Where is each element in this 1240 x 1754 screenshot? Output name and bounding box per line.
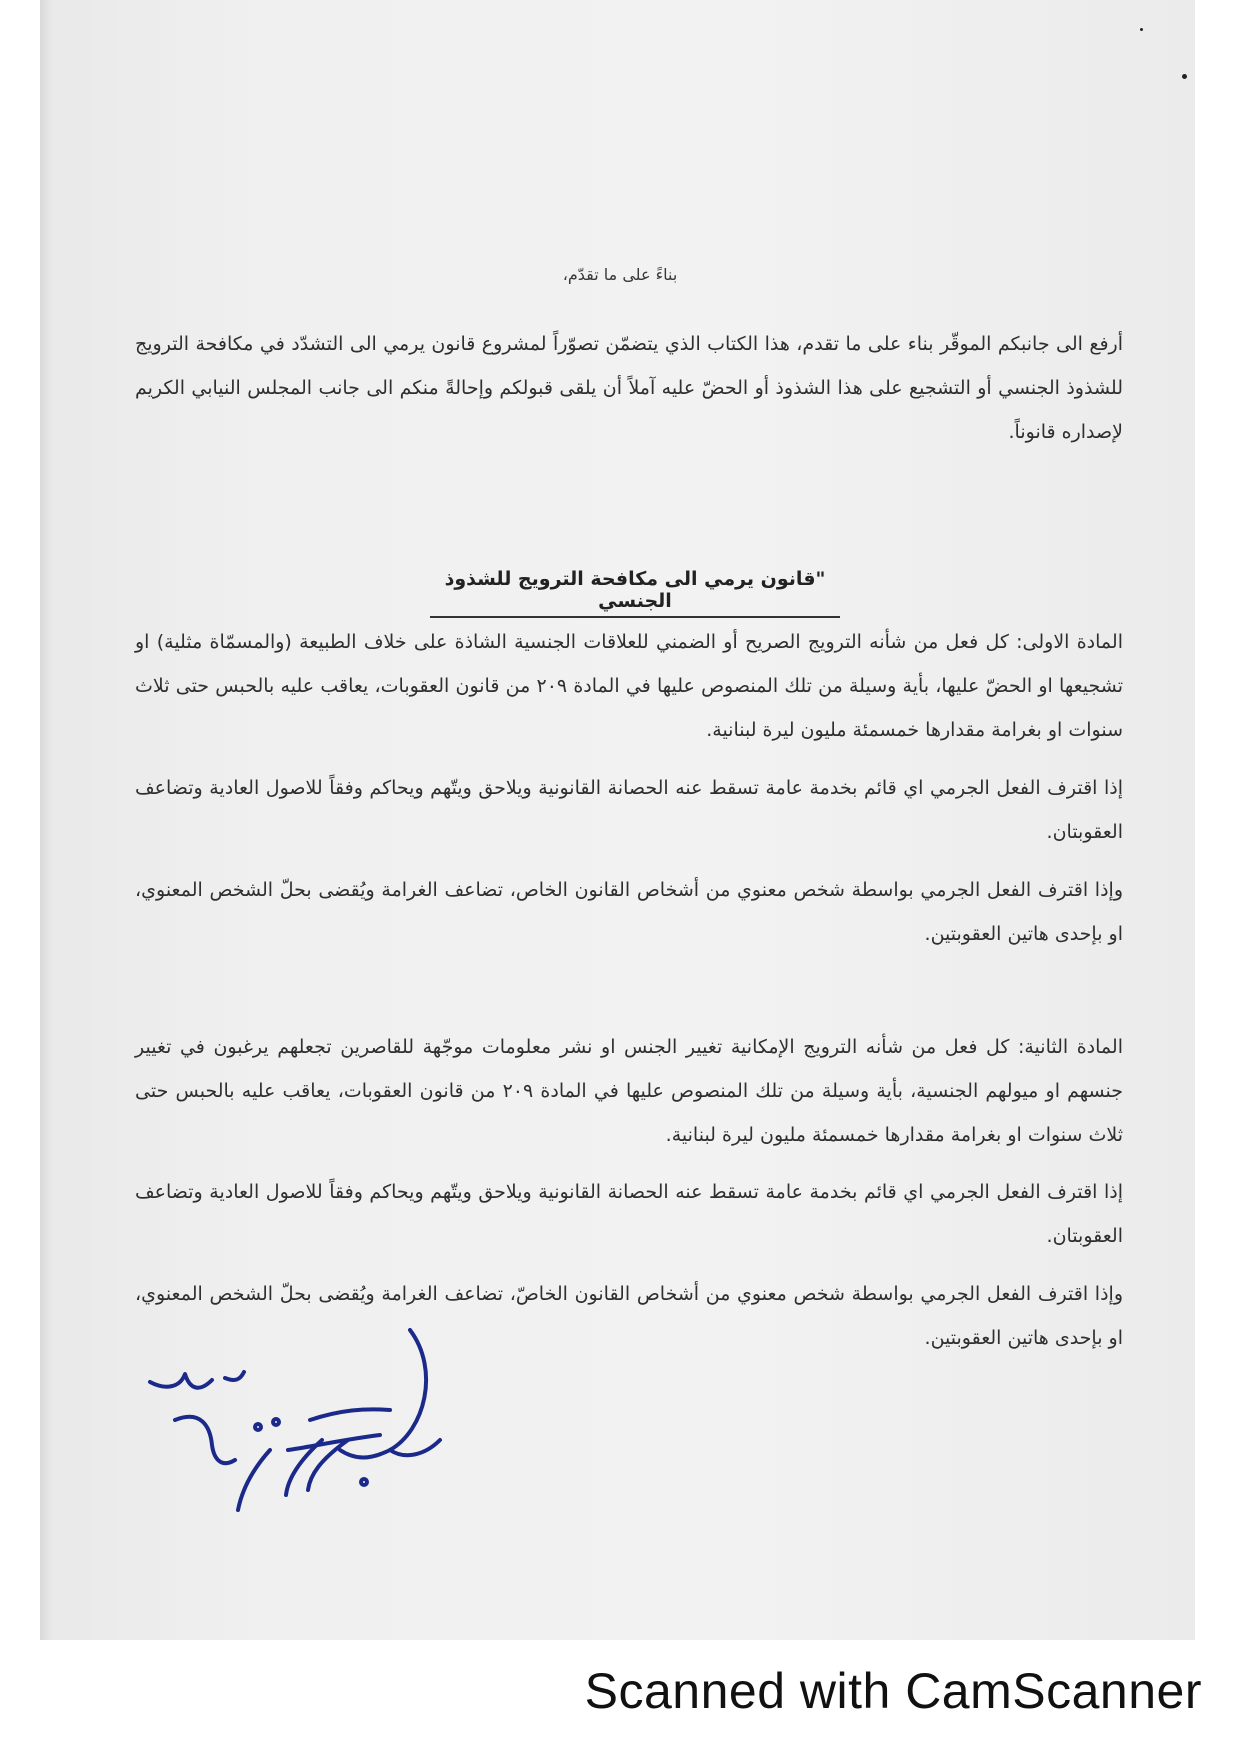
- intro-heading: بناءً على ما تقدّم،: [562, 265, 678, 284]
- article-2-main: المادة الثانية: كل فعل من شأنه الترويج الإمكانية تغيير الجنس او نشر معلومات موجّهة للقاصرين تجعلهم يرغبون في تغيير جنسهم او ميولهم الجنسية، بأية وسيلة من تلك المنصوص عليها في المادة ٢٠٩ من قانون العقوبات، يعاقب عليه بالحبس حتى ثلاث سنوات او بغرامة مقدارها خمسمئة مليون ليرة لبنانية.: [135, 1036, 1123, 1146]
- law-title: "قانون يرمي الى مكافحة الترويج للشذوذ الجنسي: [430, 568, 840, 618]
- dust-speck: [1140, 28, 1143, 31]
- page-shadow-edge: [40, 0, 52, 1640]
- scanned-page: [40, 0, 1195, 1640]
- camscanner-watermark: Scanned with CamScanner: [584, 1663, 1202, 1719]
- article-1-legal-person: وإذا اقترف الفعل الجرمي بواسطة شخص معنوي من أشخاص القانون الخاص، تضاعف الغرامة ويُقضى بحلّ الشخص المعنوي، او بإحدى هاتين العقوبتين.: [135, 879, 1123, 945]
- article-1-main: المادة الاولى: كل فعل من شأنه الترويج الصريح أو الضمني للعلاقات الجنسية الشاذة على خلاف الطبيعة (والمسمّاة مثلية) او تشجيعها او الحضّ عليها، بأية وسيلة من تلك المنصوص عليها في المادة ٢٠٩ من قانون العقوبات، يعاقب عليه بالحبس حتى ثلاث سنوات او بغرامة مقدارها خمسمئة مليون ليرة لبنانية.: [135, 631, 1123, 741]
- article-2-legal-person: وإذا اقترف الفعل الجرمي بواسطة شخص معنوي من أشخاص القانون الخاصّ، تضاعف الغرامة ويُقضى بحلّ الشخص المعنوي، او بإحدى هاتين العقوبتين.: [135, 1283, 1123, 1349]
- intro-paragraph: أرفع الى جانبكم الموقّر بناء على ما تقدم، هذا الكتاب الذي يتضمّن تصوّراً لمشروع قانون يرمي الى التشدّد في مكافحة الترويج للشذوذ الجنسي أو التشجيع على هذا الشذوذ أو الحضّ عليه آملاً أن يلقى قبولكم وإحالةً منكم الى جانب المجلس النيابي الكريم لإصداره قانوناً.: [135, 333, 1123, 443]
- article-2-public-servant: إذا اقترف الفعل الجرمي اي قائم بخدمة عامة تسقط عنه الحصانة القانونية ويلاحق ويتّهم ويحاكم وفقاً للاصول العادية وتضاعف العقوبتان.: [135, 1181, 1123, 1247]
- dust-speck: [1182, 74, 1187, 79]
- article-1-public-servant: إذا اقترف الفعل الجرمي اي قائم بخدمة عامة تسقط عنه الحصانة القانونية ويلاحق ويتّهم ويحاكم وفقاً للاصول العادية وتضاعف العقوبتان.: [135, 777, 1123, 843]
- handwritten-signature: [140, 1310, 470, 1560]
